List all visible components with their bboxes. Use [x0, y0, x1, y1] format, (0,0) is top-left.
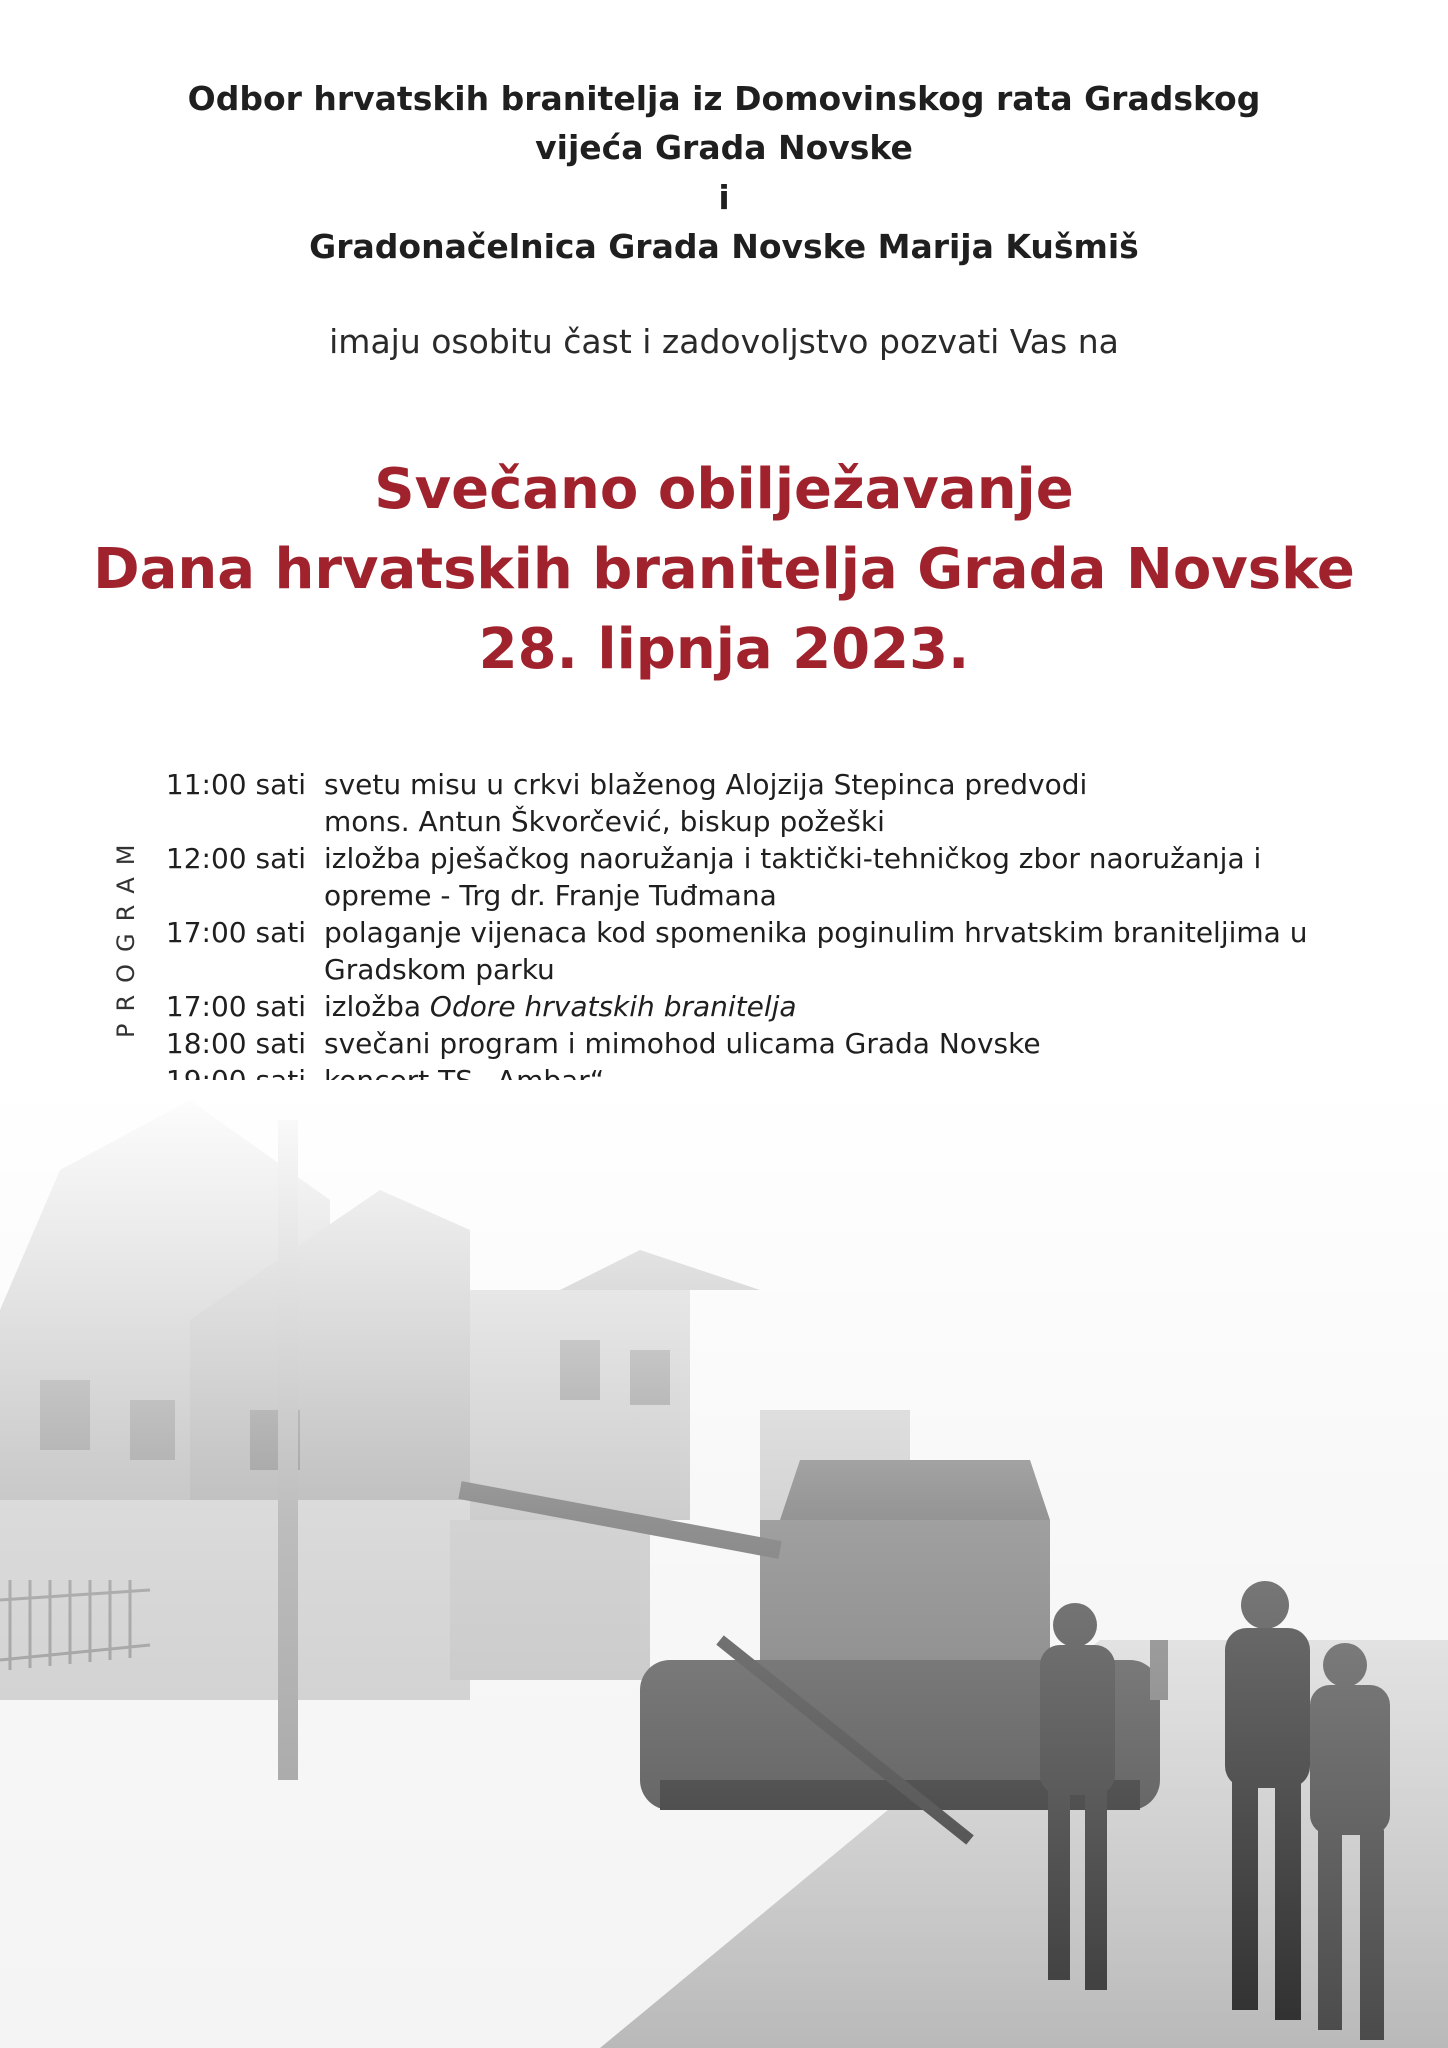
- program-description-line: izložba pješačkog naoružanja i taktički-tehničkog zbor naoružanja i: [324, 842, 1262, 875]
- program-description: [324, 1025, 1340, 1062]
- event-date: 28. lipnja 2023.: [478, 617, 970, 682]
- program-item: [160, 1025, 1340, 1062]
- program-time: 17:00 sati: [165, 990, 306, 1023]
- organizer-line-1: Odbor hrvatskih branitelja iz Domovinskog rata Gradskog: [187, 79, 1261, 118]
- organizer-line-mayor: Gradonačelnica Grada Novske Marija Kušmiš: [309, 227, 1139, 266]
- program-item: [160, 988, 1340, 1025]
- organizer-line-2: vijeća Grada Novske: [535, 128, 913, 167]
- program-description: [324, 766, 1340, 840]
- program-description-line: polaganje vijenaca kod spomenika poginulim hrvatskim braniteljima u: [324, 916, 1308, 949]
- program-description-line: Gradskom parku: [324, 953, 555, 986]
- program-list: [160, 766, 1340, 1099]
- program-description: [324, 840, 1340, 914]
- program-time: 11:00 sati: [165, 768, 306, 801]
- program-description-line: svečani program i mimohod ulicama Grada Novske: [324, 1027, 1041, 1060]
- program-description-line: mons. Antun Škvorčević, biskup požeški: [324, 805, 885, 838]
- program-item: [160, 766, 1340, 840]
- program-description-line: opreme - Trg dr. Franje Tuđmana: [324, 879, 777, 912]
- war-photo-illustration: [0, 1080, 1448, 2048]
- event-title-line-1: Svečano obilježavanje: [374, 457, 1074, 522]
- organizer-conjunction: i: [718, 178, 730, 217]
- program-description-prefix: izložba: [324, 990, 430, 1023]
- program-description: [324, 914, 1340, 988]
- program-description: [324, 988, 1340, 1025]
- program-description-line: svetu misu u crkvi blaženog Alojzija Stepinca predvodi: [324, 768, 1088, 801]
- program-time: 12:00 sati: [165, 842, 306, 875]
- program-label-text: PROGRAM: [112, 832, 140, 1038]
- program-description-exhibition-title: Odore hrvatskih branitelja: [429, 990, 797, 1023]
- program-vertical-label: [112, 828, 152, 1038]
- event-title-line-2: Dana hrvatskih branitelja Grada Novske: [93, 537, 1355, 602]
- program-time: 18:00 sati: [165, 1027, 306, 1060]
- invitation-text: imaju osobitu čast i zadovoljstvo pozvati Vas na: [329, 322, 1119, 361]
- program-item: [160, 840, 1340, 914]
- program-time: 17:00 sati: [165, 916, 306, 949]
- program-item: [160, 914, 1340, 988]
